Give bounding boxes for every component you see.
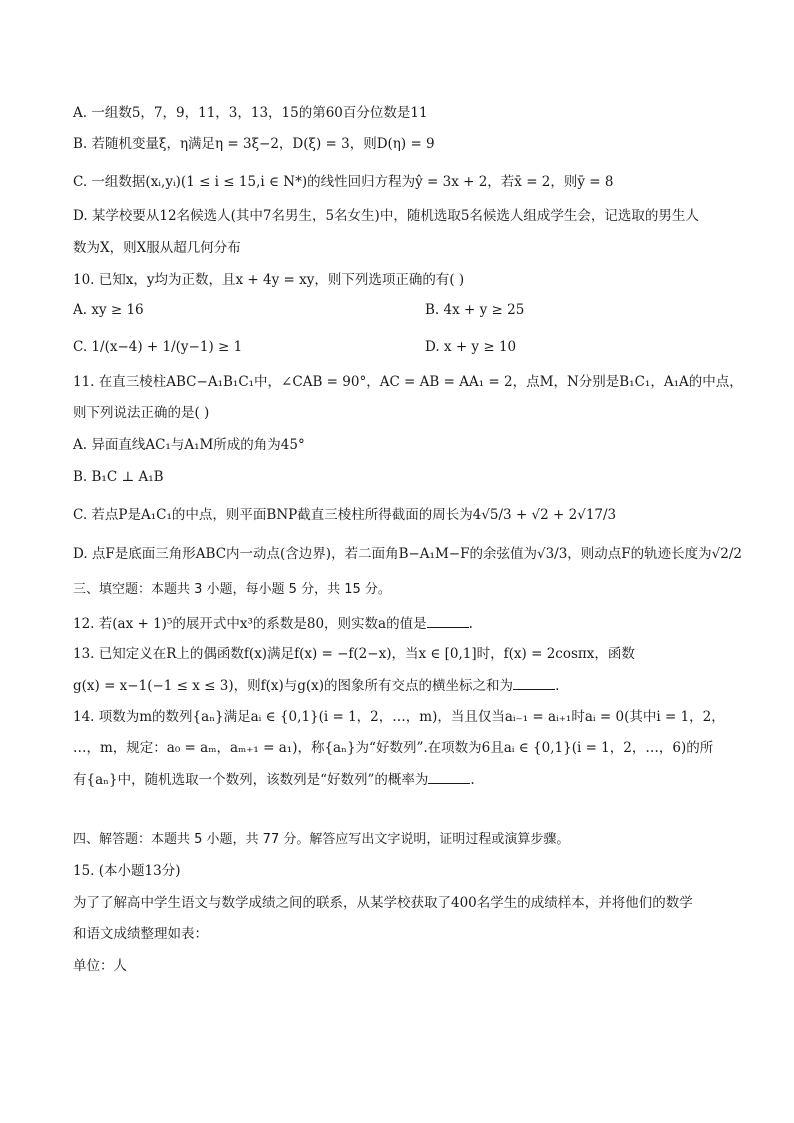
q9-option-a: A. 一组数5，7，9，11，3，13，15的第60百分位数是11 (73, 105, 428, 121)
q14-line3: 有{aₙ}中，随机选取一个数列，该数列是“好数列”的概率为 . (73, 769, 734, 790)
q11-option-c: C. 若点P是A₁C₁的中点，则平面BNP截直三棱柱所得截面的周长为4√5/3 + √2 + 2√17/3 (73, 507, 617, 523)
q9-option-d-line2: 数为X，则X服从超几何分布 (73, 240, 241, 256)
q10-option-d: D. x + y ≥ 10 (425, 339, 517, 355)
q10-options-row2 (73, 337, 734, 357)
q13-text: g(x) = x−1(−1 ≤ x ≤ 3)，则f(x)与g(x)的图象所有交点的横坐标之和为 (73, 678, 514, 694)
q10-stem: 10. 已知x，y均为正数，且x + 4y = xy，则下列选项正确的有( ) (73, 272, 465, 288)
q11-stem-line2: 则下列说法正确的是( ) (73, 405, 210, 421)
q13-line1: 13. 已知定义在R上的偶函数f(x)满足f(x) = −f(2−x)，当x ∈ [0,1]时，f(x) = 2cosπx，函数 (73, 646, 635, 662)
q10-option-b: B. 4x + y ≥ 25 (425, 302, 525, 318)
q14-line1: 14. 项数为m的数列{aₙ}满足aᵢ ∈ {0,1}(i = 1，2，…，m)，当且仅当aᵢ₋₁ = aᵢ₊₁时aᵢ = 0(其中i = 1，2， (73, 709, 725, 725)
q11-option-b: B. B₁C ⊥ A₁B (73, 469, 164, 485)
q13-line2: g(x) = x−1(−1 ≤ x ≤ 3)，则f(x)与g(x)的图象所有交点的横坐标之和为 . (73, 675, 734, 696)
q14-text: 有{aₙ}中，随机选取一个数列，该数列是“好数列”的概率为 (73, 772, 429, 788)
q13-answer-blank (513, 675, 555, 690)
q10-option-a: A. xy ≥ 16 (73, 302, 144, 318)
q12-text: 12. 若(ax + 1)⁵的展开式中x³的系数是80，则实数a的值是 (73, 616, 427, 632)
section3-heading: 三、填空题：本题共 3 小题，每小题 5 分，共 15 分。 (73, 582, 391, 597)
q15-unit: 单位：人 (73, 958, 127, 974)
q15-line1: 为了了解高中学生语文与数学成绩之间的联系，从某学校获取了400名学生的成绩样本，并将他们的数学 (73, 895, 693, 911)
q10-options-row1 (73, 300, 734, 320)
q11-stem-line1: 11. 在直三棱柱ABC−A₁B₁C₁中，∠CAB = 90°，AC = AB = AA₁ = 2，点M，N分别是B₁C₁，A₁A的中点， (73, 374, 743, 390)
q9-option-b: B. 若随机变量ξ，η满足η = 3ξ−2，D(ξ) = 3，则D(η) = 9 (73, 136, 435, 152)
q11-option-d: D. 点F是底面三角形ABC内一动点(含边界)，若二面角B−A₁M−F的余弦值为√3/3，则动点F的轨迹长度为√2/2 (73, 546, 742, 562)
q12: 12. 若(ax + 1)⁵的展开式中x³的系数是80，则实数a的值是 . (73, 613, 734, 634)
q14-line2: …，m，规定：a₀ = aₘ，aₘ₊₁ = a₁)，称{aₙ}为“好数列”.在项数为6且aᵢ ∈ {0,1}(i = 1，2，…，6)的所 (73, 740, 714, 756)
section4-heading: 四、解答题：本题共 5 小题，共 77 分。解答应写出文字说明，证明过程或演算步骤。 (73, 832, 570, 847)
q12-answer-blank (427, 613, 469, 628)
q14-answer-blank (428, 769, 470, 784)
q11-option-a: A. 异面直线AC₁与A₁M所成的角为45° (73, 437, 305, 453)
q10-option-c: C. 1/(x−4) + 1/(y−1) ≥ 1 (73, 339, 243, 355)
q15-title: 15. (本小题13分) (73, 863, 181, 879)
q9-option-d-line1: D. 某学校要从12名候选人(其中7名男生，5名女生)中，随机选取5名候选人组成学生会，记选取的男生人 (73, 208, 699, 224)
q9-option-c: C. 一组数据(xᵢ,yᵢ)(1 ≤ i ≤ 15,i ∈ N*)的线性回归方程为ŷ = 3x + 2，若x̄ = 2，则ȳ = 8 (73, 174, 614, 190)
q15-line2: 和语文成绩整理如表： (73, 926, 208, 942)
